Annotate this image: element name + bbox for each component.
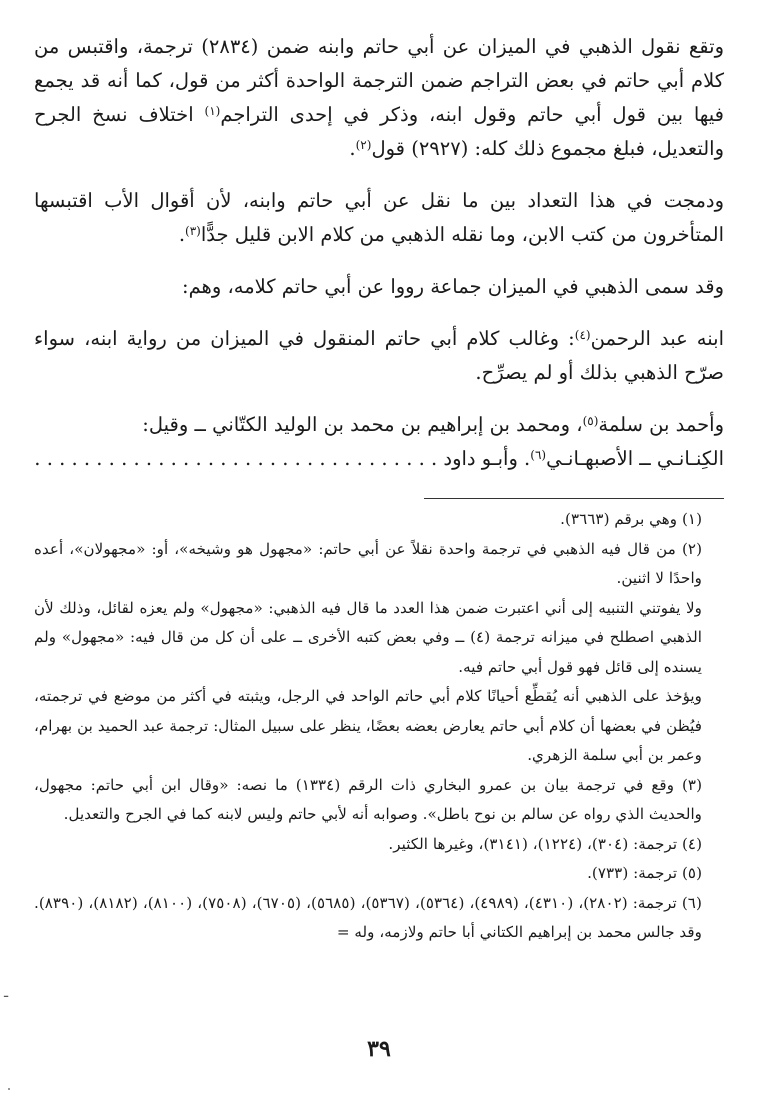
paragraph-4: ابنه عبد الرحمن$^{(٤)}$: وغالب كلام أبي حاتم المنقول في الميزان من رواية ابنه، سواء صرّح الذهبي بذلك أو لم يصرِّح. (34, 327, 724, 384)
paragraph-1: وتقع نقول الذهبي في الميزان عن أبي حاتم وابنه ضمن (٢٨٣٤) ترجمة، واقتبس من كلام أبي حاتم في بعض التراجم ضمن الترجمة الواحدة أكثر من قول، كما أنه قد يجمع فيها بين قول أبي حاتم وقول ابنه، وذكر في إحدى التراجم$^{(١)}$ اختلاف نسخ الجرح والتعديل، فبلغ مجموع ذلك كله: (٢٩٢٧) قول$^{(٢)}$. (34, 35, 725, 160)
footnote-2-continued: ولا يفوتني التنبيه إلى أني اعتبرت ضمن هذا العدد ما قال فيه الذهبي: «مجهول» ولم يعزه لقائل، وذلك لأن الذهبي اصطلح في ميزانه ترجمة (٤) ــ وفي بعض كتبه الأخرى ــ على أن كل من قال فيه: «مجهول» ولم يسنده إلى قائل فهو قول أبي حاتم فيه. (34, 598, 702, 676)
page-content (34, 30, 724, 1070)
footnote-ref-2[interactable]: (٢) (355, 138, 372, 152)
footnote-2: (٢) من قال فيه الذهبي في ترجمة واحدة نقلاً عن أبي حاتم: «مجهول هو وشيخه»، أو: «مجهولان»، أعده واحدًا لا اثنين. (34, 539, 702, 587)
paragraph-2: ودمجت في هذا التعداد بين ما نقل عن أبي حاتم وابنه، لأن أقوال الأب اقتبسها المتأخرون من كتب الابن، وما نقله الذهبي من كلام الابن قليل جدًّا$^{(٣)}$. (34, 189, 724, 246)
footnote-4: (٤) ترجمة: (٣٠٤)، (١٢٢٤)، (٣١٤١)، وغيرها الكثير. (388, 834, 702, 853)
footnote-ref-1[interactable]: (١) (204, 104, 221, 118)
paragraph-3: وقد سمى الذهبي في الميزان جماعة رووا عن أبي حاتم كلامه، وهم: (182, 275, 724, 298)
footnote-1: (١) وهي برقم (٣٦٦٣). (560, 510, 702, 528)
footnote-3: (٣) وقع في ترجمة بيان بن عمرو البخاري ذات الرقم (١٣٣٤) ما نصه: «وقال ابن أبي حاتم: مجهول، والحديث الذي رواه عن سالم بن نوح باطل». وصوابه أنه لأبي حاتم وليس لابنه كما في الجرح والتعديل. (34, 775, 702, 823)
footnote-separator (424, 498, 724, 499)
paragraph-5: وأحمد بن سلمة$^{(٥)}$، ومحمد بن إبراهيم بن محمد بن الوليد الكتّاني ــ وقيل: (142, 413, 724, 436)
footnote-ref-3[interactable]: (٣) (185, 224, 201, 238)
page-number: ٣٩ (367, 1036, 391, 1062)
footnote-5: (٥) ترجمة: (٧٣٣). (587, 864, 702, 882)
footnote-ref-4[interactable]: (٤) (574, 328, 591, 342)
footnote-ref-6[interactable]: (٦) (530, 448, 547, 462)
footnote-2-continued-2: ويؤخذ على الذهبي أنه يُقطِّع أحيانًا كلام أبي حاتم الواحد في الرجل، ويثبته في أكثر من موضع في ترجمته، فيُظن في بعضها أن كلام أبي حاتم يعارض بعضه بعضًا، ينظر على سبيل المثال: ترجمة عبد الحميد بن بهرام، وعمر بن أبي سلمة الزهري. (34, 687, 702, 764)
dotted-line: الكِنـانـي ــ الأصبهـانـي$^{(٦)}$. وأبـو داود . . . . . . . . . . . . . . . . . . . . . . . . . . . . . . . . . (34, 447, 724, 470)
leader-dots: . . . . . . . . . . . . . . . . . . . . . . . . . . . . . . . . . (34, 447, 438, 470)
main-text (34, 30, 724, 476)
footnote-6: (٦) ترجمة: (٢٨٠٢)، (٤٣١٠)، (٤٩٨٩)، (٥٣٦٤)، (٥٣٦٧)، (٥٦٨٥)، (٦٧٠٥)، (٧٥٠٨)، (٨١٠٠)، (٨١٨٢)، (٨٣٩٠). وقد جالس محمد بن إبراهيم الكتاني أبا حاتم ولازمه، وله = (34, 893, 702, 941)
footnotes (34, 505, 724, 948)
margin-mark: ـ (4, 985, 9, 1001)
footnote-ref-5[interactable]: (٥) (582, 414, 599, 428)
scan-speck (8, 1088, 10, 1090)
